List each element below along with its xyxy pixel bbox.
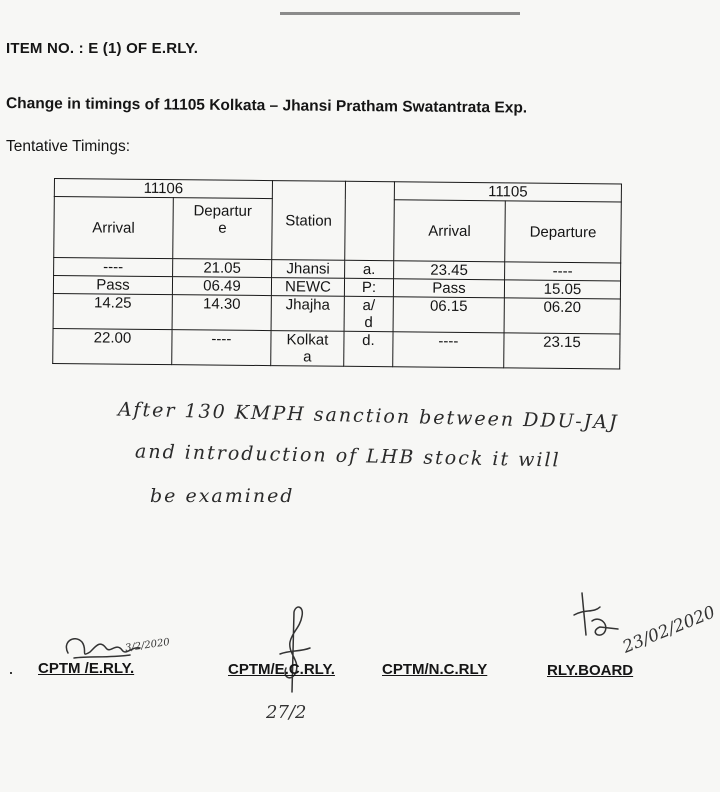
departure-left-cell: 06.49: [172, 277, 271, 296]
station-cell: NEWC: [271, 278, 344, 297]
handwritten-note-line3: be examined: [150, 485, 295, 507]
code-cell: [344, 296, 393, 331]
departure-left-header-line2: e: [218, 219, 227, 237]
departure-left-header-line1: Departur: [193, 202, 252, 220]
code-cell: a.: [345, 260, 394, 278]
arrival-left-cell: 14.25: [53, 293, 172, 329]
cptm-ecrly-label: CPTM/E.C.RLY.: [228, 661, 335, 678]
arrival-right-cell: Pass: [393, 279, 504, 298]
train-11106-header: 11106: [54, 179, 272, 199]
code-cell: P:: [344, 278, 393, 296]
table-row: [53, 328, 620, 368]
signature-scribble-4: [570, 585, 630, 655]
signature-date-2: 27/2: [266, 702, 307, 723]
departure-right-cell: 06.20: [504, 298, 620, 334]
margin-dot: ·: [8, 662, 14, 682]
table-row: [53, 293, 620, 333]
departure-right-cell: 15.05: [504, 280, 620, 299]
signature-scribble-2: [270, 602, 330, 702]
arrival-right-cell: ----: [393, 332, 504, 368]
arrival-left-cell: ----: [54, 258, 173, 277]
cptm-ncrly-label: CPTM/N.C.RLY: [382, 661, 488, 678]
departure-left-header: [173, 198, 273, 260]
station-cell: Jhansi: [272, 260, 345, 279]
station-cell: [271, 331, 344, 367]
rly-board-label: RLY.BOARD: [547, 662, 634, 679]
departure-left-cell: 14.30: [172, 295, 271, 331]
departure-right-cell: ----: [505, 262, 621, 281]
cptm-erly-label: CPTM /E.RLY.: [38, 660, 135, 677]
signature-date-1: 3/2/2020: [124, 636, 171, 655]
handwritten-note-line1: After 130 KMPH sanction between DDU-JAJ: [117, 398, 619, 434]
arrival-left-header: Arrival: [54, 197, 174, 259]
departure-left-cell: 21.05: [173, 259, 272, 278]
code-cell-line1: a/: [362, 296, 376, 315]
handwritten-note-line2: and introduction of LHB stock it will: [134, 440, 561, 472]
train-11105-header: 11105: [394, 182, 621, 202]
signature-date-4: 23/02/2020: [619, 602, 719, 658]
station-header: Station: [272, 181, 346, 261]
code-cell-line2: d: [364, 313, 373, 332]
departure-left-cell: ----: [172, 330, 271, 366]
tentative-label: Tentative Timings:: [6, 138, 131, 155]
top-rule: [280, 12, 520, 15]
arrival-left-cell: 22.00: [53, 328, 172, 364]
code-header: [345, 181, 395, 260]
station-cell-line1: Kolkat: [286, 331, 329, 349]
arrival-right-header: Arrival: [394, 200, 506, 262]
arrival-right-cell: 23.45: [394, 261, 505, 280]
arrival-right-cell: 06.15: [393, 297, 504, 333]
departure-right-cell: 23.15: [504, 333, 620, 369]
arrival-left-cell: Pass: [53, 276, 172, 295]
code-cell: d.: [344, 331, 393, 366]
station-cell-line2: a: [303, 348, 312, 366]
timings-table: [52, 178, 622, 369]
departure-right-header: Departure: [505, 201, 622, 263]
item-number: ITEM NO. : E (1) OF E.RLY.: [6, 40, 199, 57]
subject-heading: Change in timings of 11105 Kolkata – Jhansi Pratham Swatantrata Exp.: [5, 95, 528, 117]
station-cell: Jhajha: [271, 296, 344, 332]
